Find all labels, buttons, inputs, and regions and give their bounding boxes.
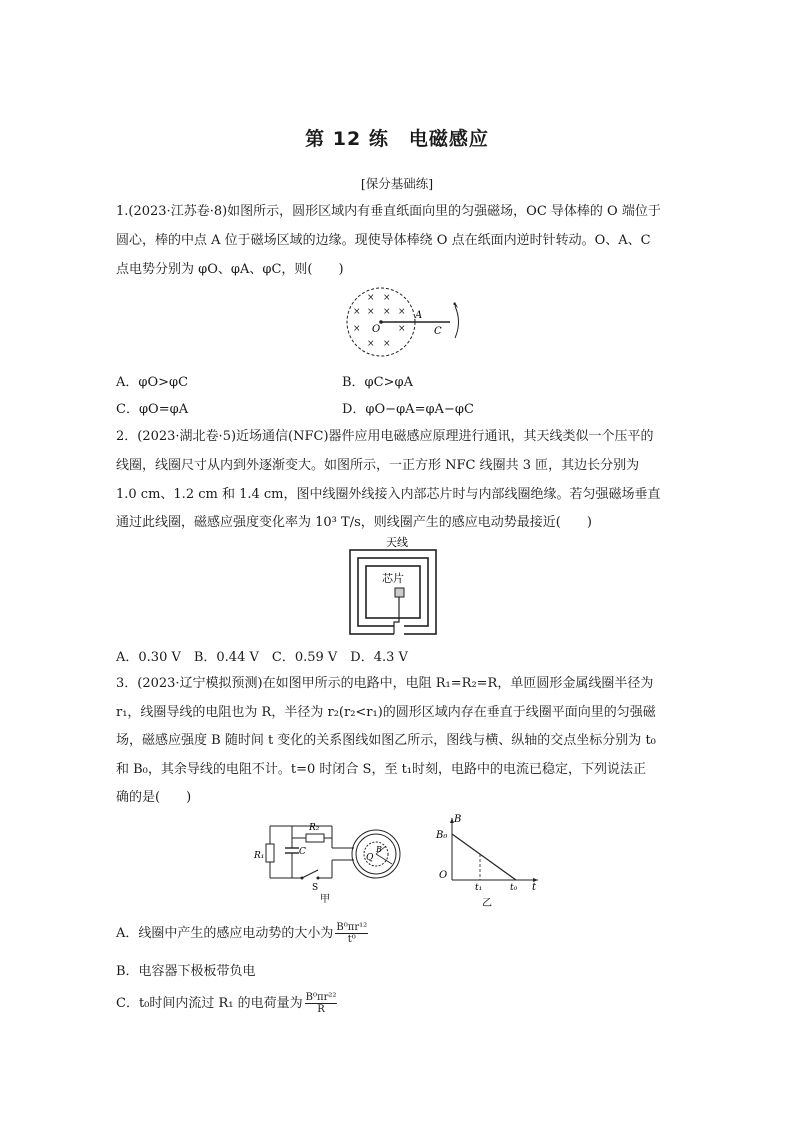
svg-text:×: × [367,339,375,349]
label-a: A [415,310,423,321]
chip [395,588,404,597]
q1-line-1: 1.(2023·江苏卷·8)如图所示，圆形区域内有垂直纸面向里的匀强磁场，OC 导体棒的 O 端位于 [116,204,661,219]
q3-option-c-text: C．t₀时间内流过 R₁ 的电荷量为 [116,996,303,1011]
frac-a-numerator: B⁰πr¹² [336,922,368,933]
label-c: C [299,847,306,857]
antenna-label: 天线 [386,536,408,549]
label-t0: t₀ [510,883,518,893]
resistor-r1 [266,844,274,862]
q3-option-a-fraction [335,922,368,945]
svg-text:×: × [398,324,406,334]
label-r2: R₂ [309,823,320,833]
q2-line-1: 2．(2023·湖北卷·5)近场通信(NFC)器件应用电磁感应原理进行通讯，其天线类似一个压平的 [116,429,654,444]
label-jia: 甲 [320,894,330,905]
q3-line-1: 3．(2023·辽宁模拟预测)在如图甲所示的电路中，电阻 R₁=R₂=R，单匝圆形金属线圈半径为 [116,676,654,691]
section-label: [保分基础练] [360,176,434,191]
frac-c-numerator: B⁰πr²² [305,992,337,1003]
q2-line-2: 线圈，线圈尺寸从内到外逐渐变大。如图所示，一正方形 NFC 线圈共 3 匝，其边长分别为 [116,458,640,473]
label-q: Q [366,853,374,863]
resistor-r2 [306,834,324,842]
frac-c-denominator: R [317,1004,325,1015]
q3-line-2: r₁，线圈导线的电阻也为 R，半径为 r₂(r₂<r₁)的圆形区域内存在垂直于线圈平面向里的匀强磁 [116,705,656,720]
label-c: C [434,326,442,337]
coil-middle [358,558,428,626]
q3-line-4: 和 B₀，其余导线的电阻不计。t=0 时闭合 S，至 t₁时刻，电路中的电流已稳定，下列说法正 [116,762,647,777]
svg-text:×: × [367,307,375,317]
svg-text:×: × [367,293,375,303]
q1-figure [336,284,466,362]
label-s: S [312,883,319,893]
q3-option-a [116,922,368,945]
q3-option-a-text: A．线圈中产生的感应电动势的大小为 [116,926,334,941]
field-crosses [353,293,406,349]
q1-option-c: C．φO=φA [116,402,189,417]
q3-line-5: 确的是( ) [116,790,192,805]
q3-graph-figure [434,812,544,908]
svg-text:×: × [398,307,406,317]
q1-option-a: A．φO>φC [116,375,189,390]
label-axis-t: t [532,882,537,893]
rotation-arrow [455,306,459,338]
chip-label: 芯片 [382,572,404,585]
q3-option-c-fraction [305,992,338,1015]
label-yi: 乙 [482,898,492,908]
q1-option-b: B．φC>φA [342,375,413,390]
page-title: 第 12 练 电磁感应 [305,128,489,150]
q3-circuit-figure [252,814,412,906]
b-t-line [452,834,516,880]
label-b0: B₀ [436,830,448,841]
label-t1: t₁ [475,883,483,893]
q2-nfc-figure [346,534,442,638]
q1-option-d: D．φO−φA=φA−φC [342,402,474,417]
q1-line-3: 点电势分别为 φO、φA、φC，则( ) [116,262,344,277]
label-r1: R₁ [254,851,265,861]
svg-text:×: × [383,307,391,317]
svg-text:×: × [383,339,391,349]
q3-option-c [116,992,337,1015]
label-axis-b: B [454,814,462,825]
label-origin: O [439,870,448,881]
switch-s [302,870,318,878]
coil-outer [350,550,436,634]
q2-line-4: 通过此线圈，磁感应强度变化率为 10³ T/s，则线圈产生的感应电动势最接近( ) [116,515,592,530]
frac-a-denominator: t⁰ [347,934,356,945]
q3-option-b: B．电容器下极板带负电 [116,964,256,979]
label-o: O [372,324,381,335]
svg-text:×: × [383,293,391,303]
label-b: B [376,845,382,854]
q1-line-2: 圆心，棒的中点 A 位于磁场区域的边缘。现使导体棒绕 O 点在纸面内逆时针转动。O、A、C [116,233,651,248]
svg-text:×: × [353,307,361,317]
q3-line-3: 场，磁感应强度 B 随时间 t 变化的关系图线如图乙所示，图线与横、纵轴的交点坐标分别为 t₀ [116,733,656,748]
q2-options: A．0.30 V B．0.44 V C．0.59 V D．4.3 V [116,650,408,665]
q2-line-3: 1.0 cm、1.2 cm 和 1.4 cm，图中线圈外线接入内部芯片时与内部线圈绝缘。若匀强磁场垂直 [116,487,661,502]
svg-text:×: × [353,324,361,334]
